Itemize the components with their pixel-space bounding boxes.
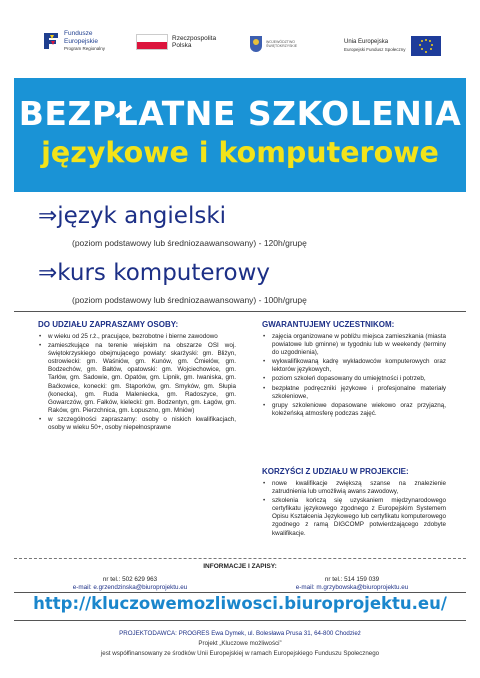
rzeczpospolita-polska-logo: [136, 34, 216, 50]
rp-line2: Polska: [172, 42, 192, 49]
swietokrzyskie-logo: [250, 36, 297, 52]
course-english-title: [38, 203, 226, 229]
contact-divider: [14, 558, 466, 559]
contact-left-phone: nr tel.: 502 629 963: [102, 576, 158, 583]
contact-right-phone: nr tel.: 514 159 039: [324, 576, 380, 583]
benefits-list: [262, 480, 446, 539]
bullet-icon: •: [263, 497, 266, 505]
website-link[interactable]: http://kluczowemozliwosci.biuroprojektu.eu/: [33, 594, 447, 613]
fe-line3: Program Regionalny: [64, 46, 106, 51]
rp-line1: Rzeczpospolita: [172, 34, 217, 42]
list-item: • w szczególności zapraszamy: osoby o niskich kwalifikacjach, osoby w wieku 50+, osoby niepełnosprawne: [39, 415, 236, 432]
contact-right-email[interactable]: e-mail: m.grzybowska@biuroprojektu.eu: [295, 584, 409, 591]
logo-strip: [0, 0, 480, 72]
url-divider-bottom: [14, 620, 466, 621]
list-item: • poziom szkoleń dopasowany do umiejętności i potrzeb,: [263, 375, 426, 383]
banner-title: BEZPŁATNE SZKOLENIA: [18, 94, 462, 133]
bullet-icon: •: [39, 342, 42, 350]
eu-flag-icon: [411, 36, 441, 56]
swk-line1: WOJEWÓDZTWO: [266, 39, 295, 44]
bullet-icon: •: [263, 384, 266, 392]
list-item: • nowe kwalifikacje zwiększą szanse na znalezienie zatrudnienia lub umożliwią awans zawodowy,: [263, 480, 446, 496]
ue-line1: Unia Europejska: [344, 39, 389, 45]
voivodeship-crest-icon: [250, 36, 262, 52]
banner-subtitle: językowe i komputerowe: [41, 136, 439, 169]
list-item: • w wieku od 25 r.ż., pracujące, bezrobotne i bierne zawodowo: [39, 333, 218, 340]
arrow-icon: ⇒: [38, 260, 58, 286]
url-divider-top: [14, 592, 466, 593]
course-computer-label: kurs komputerowy: [57, 260, 270, 286]
fe-line2: Europejskie: [64, 37, 98, 45]
benefits-heading: KORZYŚCI Z UDZIAŁU W PROJEKCIE:: [262, 467, 409, 476]
swk-line2: ŚWIĘTOKRZYSKIE: [266, 44, 298, 48]
bullet-icon: •: [263, 375, 266, 383]
bullet-icon: •: [39, 333, 42, 340]
course-english-label: język angielski: [57, 203, 227, 229]
contact-left-email[interactable]: e-mail: e.grzendzinska@biuroprojektu.eu: [72, 584, 188, 591]
list-item: • bezpłatne podręczniki językowe i profesjonalne materiały szkoleniowe,: [263, 384, 446, 400]
title-banner: [14, 78, 466, 192]
footer-cofinancing: jest współfinansowany ze środków Unii Europejskiej w ramach Europejskiego Funduszu Społecznego: [100, 650, 380, 657]
course-computer-detail: (poziom podstawowy lub średniozaawansowany) - 100h/grupę: [72, 295, 307, 305]
bullet-icon: •: [263, 480, 266, 487]
bullet-icon: •: [263, 358, 266, 366]
guarantees-list: [262, 333, 446, 419]
footer-project-name: Projekt „Kluczowe możliwości”: [198, 640, 282, 647]
arrow-icon: ⇒: [38, 203, 58, 229]
footer-organizer: PROJEKTODAWCA: PROGRES Ewa Dymek, ul. Bolesława Prusa 31, 64-800 Chodzież: [119, 630, 361, 637]
list-item: • zamieszkujące na terenie wiejskim na obszarze OSI woj. świętokrzyskiego obejmującego powiaty: skarżyski: gm. Bliżyn, ostrowiecki: gm. Waśniów, gm. Kunów, gm. Ćmielów, gm. Bodzechów, gm. Bałtów, opatowski: gm. Wojciechowice, gm. Tarłów, gm. Sadowie, gm. Opatów, gm. Lipnik, gm. Iwaniska, gm. Baćkowice, konecki: gm. Stąporków, gm. Smyków, gm. Słupia (konecka), gm. Ruda Maleniecka, gm. Radoszyce, gm. Gowarczów, gm. Fałków, kielecki: gm. Bodzentyn, gm. Łagów, gm. Raków, gm. Pierzchnica, gm. Łopuszno, gm. Mniów): [39, 342, 236, 414]
ue-line2: Europejski Fundusz Społeczny: [344, 47, 406, 52]
contact-right: [262, 576, 442, 592]
guarantees-heading: GWARANTUJEMY UCZESTNIKOM:: [262, 320, 395, 329]
fundusze-europejskie-logo: [42, 30, 105, 53]
list-item: • wykwalifikowaną kadrę wykładowców komputerowych oraz lektorów językowych,: [263, 358, 446, 374]
course-english-detail: (poziom podstawowy lub średniozaawansowany) - 120h/grupę: [72, 238, 307, 248]
bullet-icon: •: [263, 333, 266, 340]
unia-europejska-logo: [344, 36, 441, 56]
polish-flag-icon: [136, 34, 168, 50]
list-item: • grupy szkoleniowe dopasowane wiekowo oraz przyjazną, koleżeńską atmosferę podczas zajęć.: [263, 401, 446, 417]
fe-line1: Fundusze: [64, 30, 93, 37]
contact-heading: INFORMACJE I ZAPISY:: [203, 563, 277, 570]
list-item: • szkolenia kończą się uzyskaniem międzynarodowego certyfikatu językowego zgodnego z Europejskim Systemem Opisu Kształcenia Językowego lub certyfikatu komputerowego zgodnego z ramą DIGCOMP potwierdzającego zdobyte kwalifikacje.: [263, 497, 446, 537]
fundusze-europejskie-icon: [42, 31, 60, 51]
bullet-icon: •: [263, 401, 266, 409]
bullet-icon: •: [39, 415, 42, 423]
participants-heading: DO UDZIAŁU ZAPRASZAMY OSOBY:: [38, 320, 179, 329]
list-item: • zajęcia organizowane w pobliżu miejsca zamieszkania (miasta powiatowe lub gminne) w tygodniu lub w weekendy (terminy do uzgodnienia),: [263, 333, 446, 357]
participants-list: [38, 333, 236, 433]
contact-left: [40, 576, 220, 592]
course-computer-title: [38, 260, 270, 286]
section-divider: [14, 311, 466, 312]
